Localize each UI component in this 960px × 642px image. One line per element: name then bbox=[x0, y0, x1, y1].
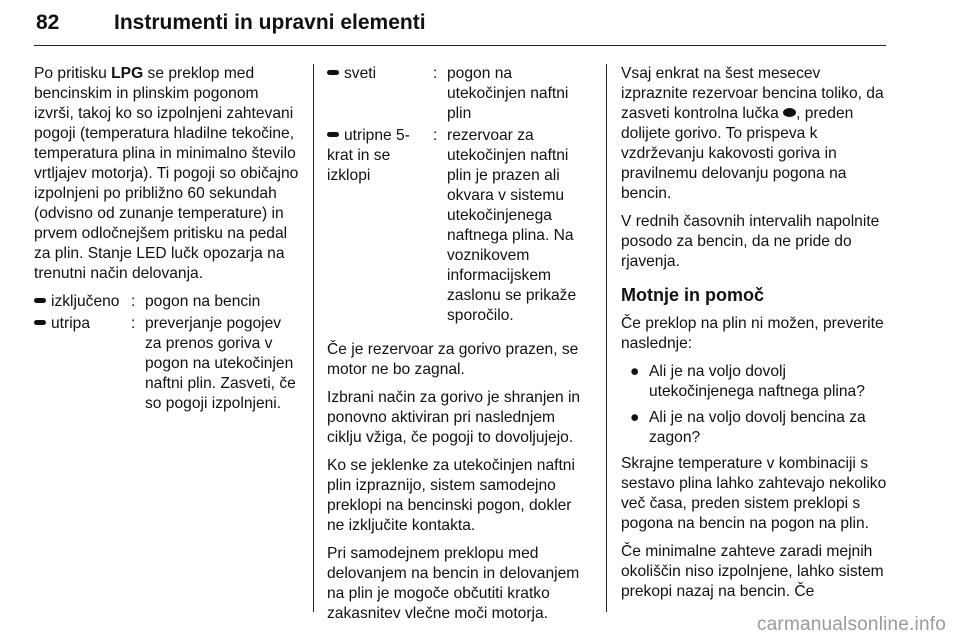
column-1 bbox=[34, 64, 300, 416]
header-rule bbox=[34, 45, 886, 46]
body-paragraph: V rednih časovnih intervalih napolnite posodo za bencin, da ne pride do rjavenja. bbox=[621, 213, 880, 270]
section-heading: Motnje in pomoč bbox=[621, 285, 764, 305]
column-3 bbox=[621, 64, 887, 610]
bullet-icon: ● bbox=[630, 409, 640, 426]
page-number: 82 bbox=[36, 11, 60, 34]
status-description: pogon na utekočinjen naftni plin bbox=[447, 65, 569, 122]
checklist bbox=[621, 362, 887, 448]
list-item: ● Ali je na voljo dovolj bencina za zagon? bbox=[630, 409, 866, 446]
intro-paragraph: Po pritisku LPG se preklop med bencinskim in plinskim pogonom izvrši, takoj ko so izpolnjeni zahtevani pogoji (temperatura hladilne tekočine, temperatura plina in minimalno število vrtljajev motorja). Ti pogoji so običajno izpolnjeni po približno 60 sekundah (odvisno od zunanje temperature) in prvem odločnejšem pritisku na pedal za plin. Stanje LED lučk opozarja na trenutni način delovanja. bbox=[34, 65, 299, 282]
watermark: carmanualsonline.info bbox=[756, 614, 946, 635]
body-paragraph: Skrajne temperature v kombinaciji s sestavo plina lahko zahtevajo nekoliko več časa, preden sistem preklopi s pogona na bencin na pogon na plin. bbox=[621, 455, 887, 532]
status-term: utripne 5-krat in se izklopi bbox=[327, 127, 410, 184]
led-indicator-dash-icon bbox=[327, 70, 339, 75]
status-definition: utripne 5-krat in se izklopi : rezervoar za utekočinjen naftni plin je prazen ali okvara v sistemu utekočinjenega naftnega plina. Na voznikovem informacijskem zaslonu se prikaže sporočilo. bbox=[327, 126, 593, 326]
lpg-key-label: LPG bbox=[111, 65, 144, 82]
body-paragraph: Pri samodejnem preklopu med delovanjem na bencin in delovanjem na plin je mogoče občutiti kratko zakasnitev vlečne moči motorja. bbox=[327, 545, 580, 622]
status-term: izključeno bbox=[51, 293, 120, 310]
status-definition: sveti : pogon na utekočinjen naftni plin bbox=[327, 64, 593, 124]
body-paragraph: Ko se jeklenke za utekočinjen naftni plin izpraznijo, sistem samodejno preklopi na bencinski pogon, dokler ne izključite kontakta. bbox=[327, 457, 575, 534]
status-description: rezervoar za utekočinjen naftni plin je prazen ali okvara v sistemu utekočinjenega naftnega plina. Na voznikovem informacijskem zaslonu se prikaže sporočilo. bbox=[447, 127, 577, 324]
body-paragraph: Izbrani način za gorivo je shranjen in ponovno aktiviran pri naslednjem ciklju vžiga, če pogoji to dovoljujejo. bbox=[327, 389, 581, 446]
body-paragraph: Če je rezervoar za gorivo prazen, se motor ne bo zagnal. bbox=[327, 341, 579, 378]
status-definition: izključeno : pogon na bencin bbox=[34, 292, 300, 312]
status-term: sveti bbox=[344, 65, 377, 82]
body-paragraph: Vsaj enkrat na šest mesecev izpraznite rezervoar bencina toliko, da zasveti kontrolna lučka , preden dolijete gorivo. To prispeva k vzdrževanju kakovosti goriva in pravilnemu delovanju pogona na bencin. bbox=[621, 65, 884, 202]
body-paragraph: Če minimalne zahteve zaradi mejnih okoliščin niso izpolnjene, lahko sistem prekopi nazaj na bencin. Če bbox=[621, 543, 884, 600]
status-term: utripa bbox=[51, 315, 91, 332]
page-title: Instrumenti in upravni elementi bbox=[114, 11, 426, 34]
led-indicator-dash-icon bbox=[327, 132, 339, 137]
body-paragraph: Če preklop na plin ni možen, preverite naslednje: bbox=[621, 315, 884, 352]
page-header bbox=[34, 6, 886, 46]
status-description: pogon na bencin bbox=[145, 293, 261, 310]
column-2 bbox=[327, 64, 593, 632]
led-indicator-dash-icon bbox=[34, 298, 46, 303]
column-divider-1 bbox=[313, 64, 314, 612]
list-item: ● Ali je na voljo dovolj utekočinjenega naftnega plina? bbox=[630, 363, 865, 400]
status-definition: utripa : preverjanje pogojev za prenos goriva v pogon na utekočinjen naftni plin. Zasveti, če so pogoji izpolnjeni. bbox=[34, 314, 300, 414]
led-indicator-dash-icon bbox=[34, 320, 46, 325]
bullet-icon: ● bbox=[630, 363, 640, 380]
led-indicator-dot-icon bbox=[783, 108, 796, 117]
status-description: preverjanje pogojev za prenos goriva v pogon na utekočinjen naftni plin. Zasveti, če so pogoji izpolnjeni. bbox=[145, 315, 296, 412]
column-divider-2 bbox=[606, 64, 607, 612]
